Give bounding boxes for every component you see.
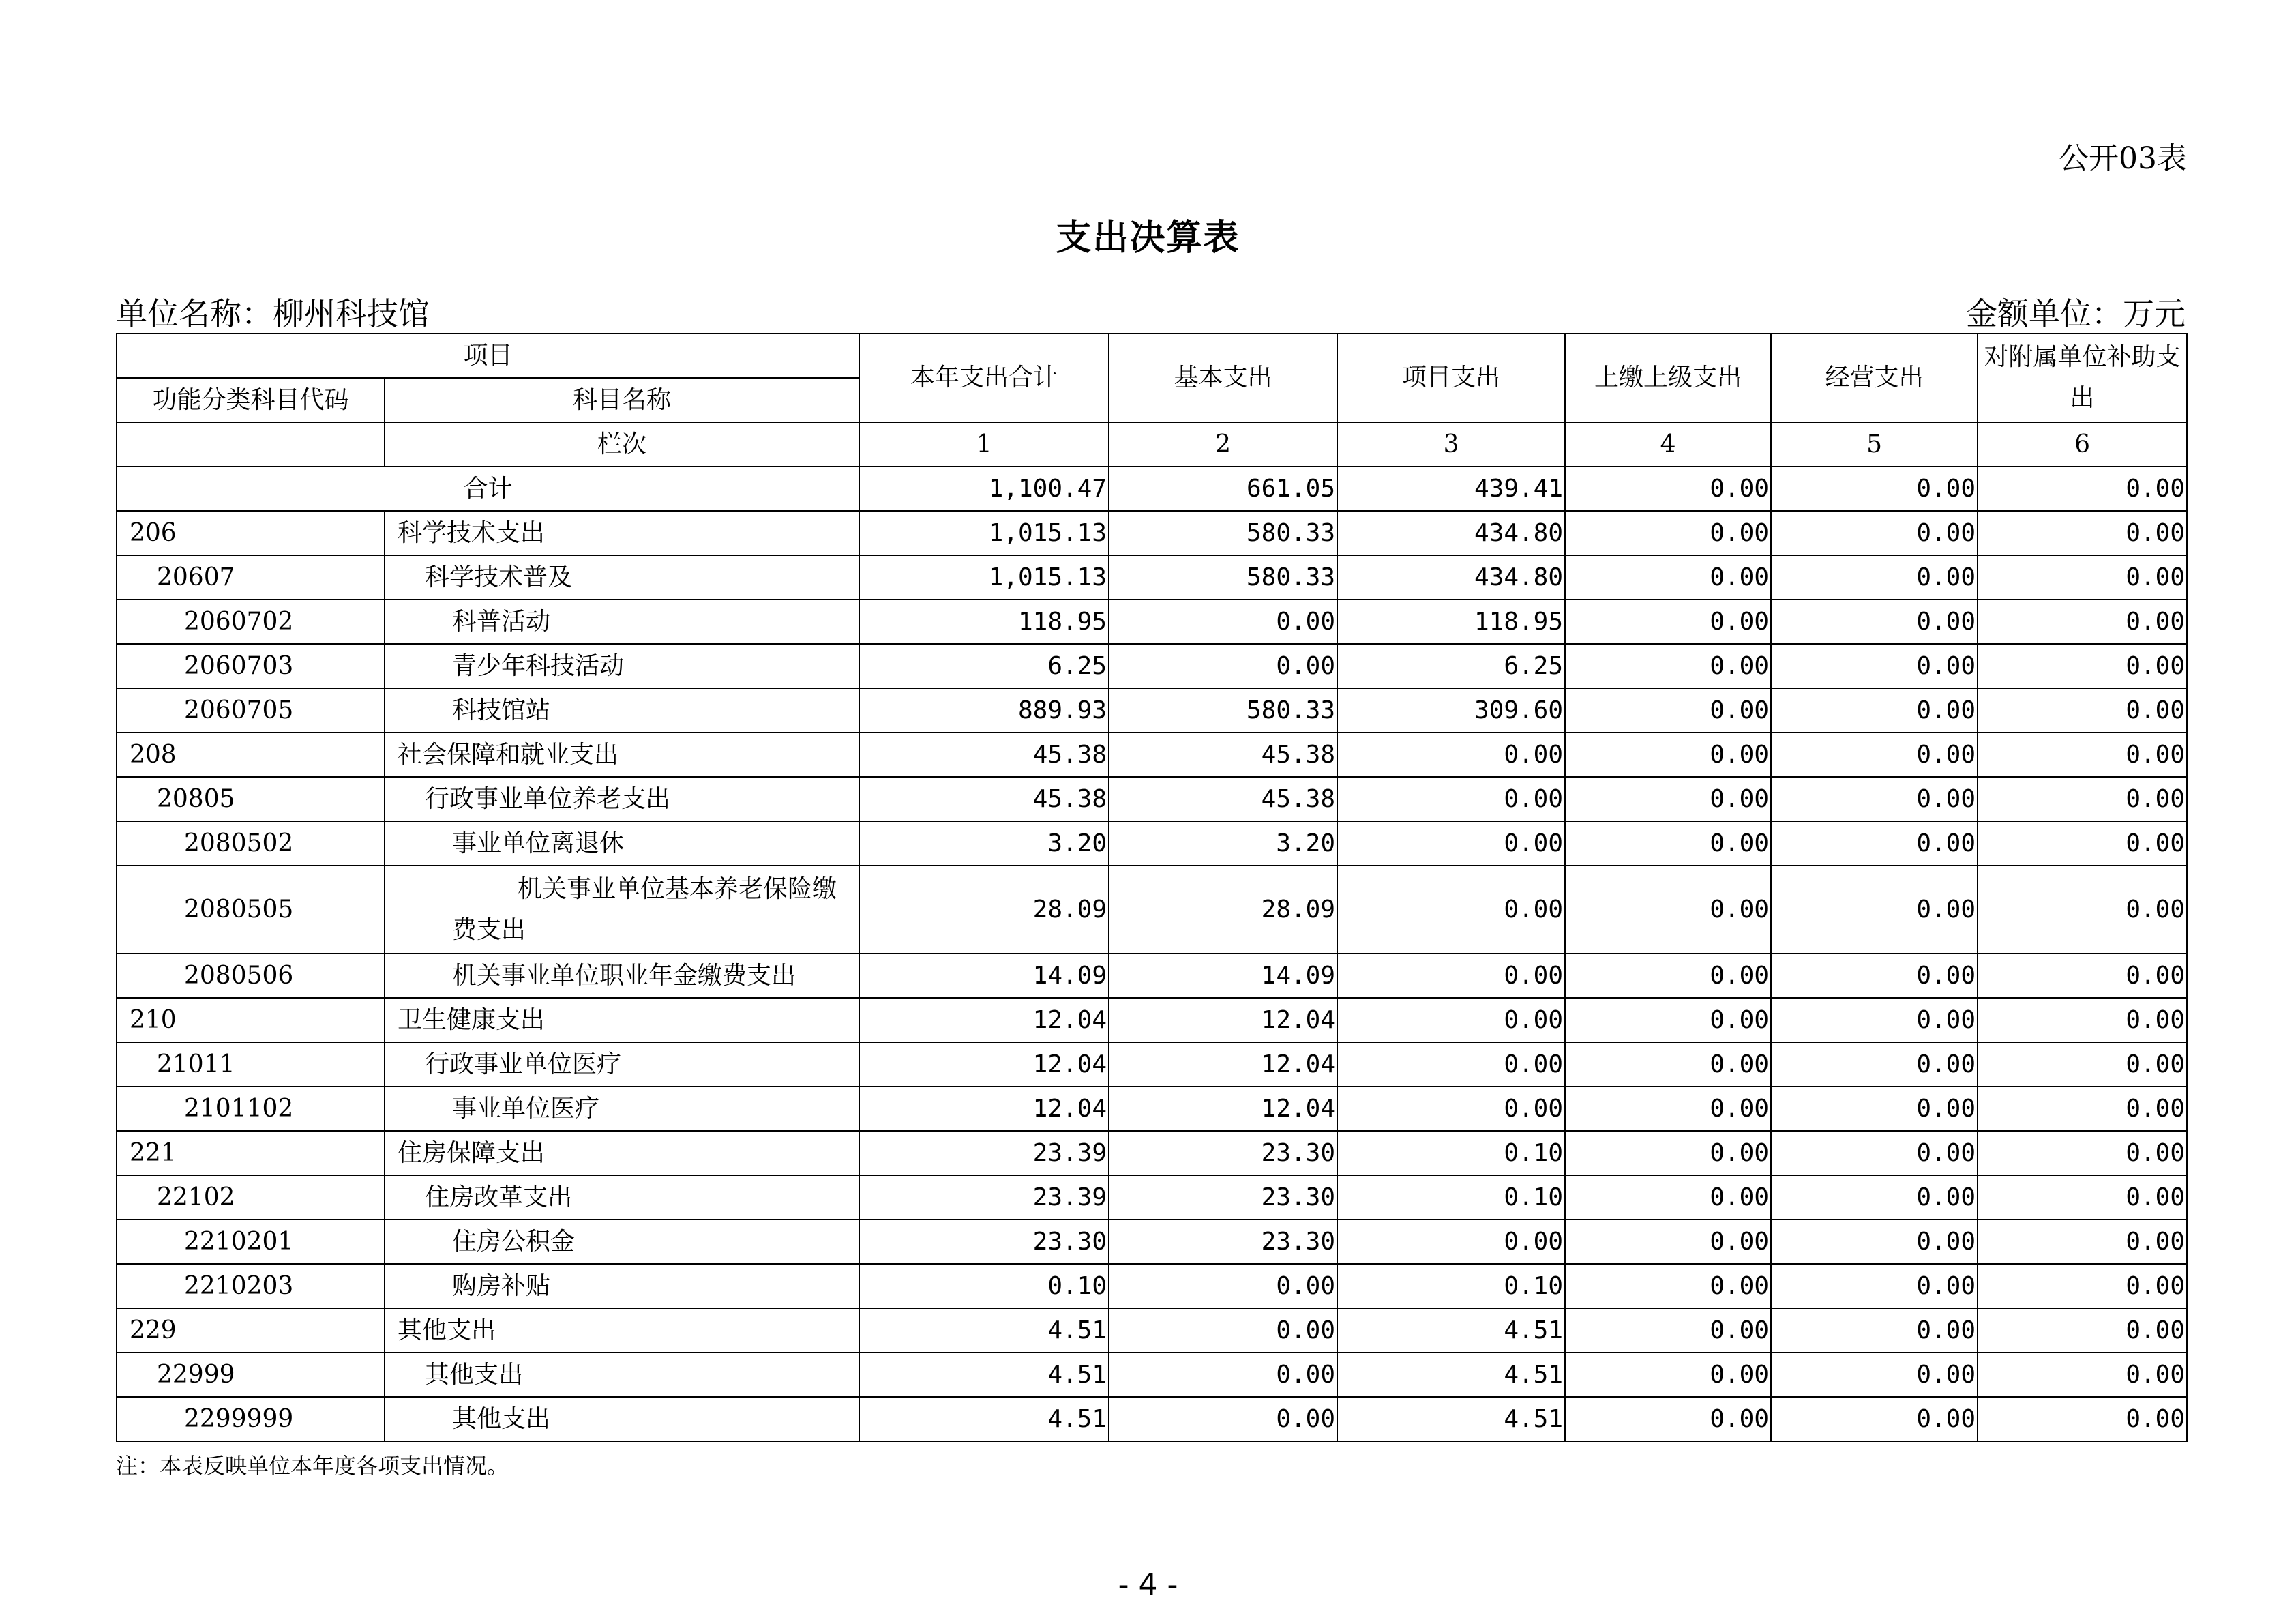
row-value: 0.00 <box>1337 1042 1565 1087</box>
table-row <box>117 998 2187 1042</box>
row-value: 0.10 <box>859 1264 1109 1308</box>
row-code: 20607 <box>117 555 385 600</box>
row-value: 0.00 <box>1771 777 1978 821</box>
lanci-1: 1 <box>859 422 1109 467</box>
row-code: 22102 <box>117 1175 385 1220</box>
table-row <box>117 733 2187 777</box>
row-value: 4.51 <box>1337 1353 1565 1397</box>
row-value: 118.95 <box>859 600 1109 644</box>
row-name: 科学技术支出 <box>385 511 859 555</box>
table-row <box>117 1175 2187 1220</box>
row-code: 2060703 <box>117 644 385 688</box>
row-value: 0.00 <box>1978 555 2187 600</box>
table-row <box>117 600 2187 644</box>
expenditure-table <box>116 333 2188 1442</box>
row-value: 0.00 <box>1109 1397 1337 1441</box>
row-value: 4.51 <box>1337 1397 1565 1441</box>
row-value: 14.09 <box>859 954 1109 998</box>
row-value: 580.33 <box>1109 688 1337 733</box>
row-name: 行政事业单位养老支出 <box>385 777 859 821</box>
row-name: 其他支出 <box>385 1397 859 1441</box>
row-name: 社会保障和就业支出 <box>385 733 859 777</box>
row-value: 23.30 <box>1109 1131 1337 1175</box>
total-value: 439.41 <box>1337 467 1565 511</box>
unit-name: 单位名称：柳州科技馆 <box>116 295 430 332</box>
header-upper: 上缴上级支出 <box>1565 334 1771 422</box>
row-value: 23.30 <box>1109 1175 1337 1220</box>
row-value: 4.51 <box>859 1353 1109 1397</box>
table-row <box>117 1264 2187 1308</box>
row-name: 行政事业单位医疗 <box>385 1042 859 1087</box>
row-value: 45.38 <box>1109 733 1337 777</box>
row-name: 其他支出 <box>385 1353 859 1397</box>
row-value: 0.00 <box>1978 998 2187 1042</box>
row-value: 23.30 <box>1109 1220 1337 1264</box>
table-row <box>117 777 2187 821</box>
page-title: 支出决算表 <box>1056 217 1240 259</box>
row-value: 0.00 <box>1565 600 1771 644</box>
form-number: 公开03表 <box>2059 141 2187 176</box>
lanci-6: 6 <box>1978 422 2187 467</box>
total-label: 合计 <box>117 467 859 511</box>
row-value: 23.39 <box>859 1131 1109 1175</box>
table-row <box>117 688 2187 733</box>
table-row <box>117 1220 2187 1264</box>
row-value: 0.00 <box>1978 1308 2187 1353</box>
row-name: 住房保障支出 <box>385 1131 859 1175</box>
row-value: 0.00 <box>1565 1264 1771 1308</box>
row-value: 0.00 <box>1565 821 1771 866</box>
row-value: 0.00 <box>1771 1264 1978 1308</box>
row-value: 434.80 <box>1337 511 1565 555</box>
lanci-4: 4 <box>1565 422 1771 467</box>
row-value: 3.20 <box>1109 821 1337 866</box>
row-value: 0.00 <box>1771 998 1978 1042</box>
row-value: 0.00 <box>1771 688 1978 733</box>
row-code: 206 <box>117 511 385 555</box>
row-value: 0.00 <box>1978 1353 2187 1397</box>
row-value: 14.09 <box>1109 954 1337 998</box>
row-code: 2060702 <box>117 600 385 644</box>
header-name: 科目名称 <box>385 378 859 422</box>
amount-unit: 金额单位：万元 <box>1966 295 2186 332</box>
table-row <box>117 555 2187 600</box>
row-value: 0.00 <box>1565 1353 1771 1397</box>
row-value: 0.00 <box>1771 1308 1978 1353</box>
row-value: 0.00 <box>1771 555 1978 600</box>
row-value: 12.04 <box>1109 1087 1337 1131</box>
row-value: 4.51 <box>859 1397 1109 1441</box>
header-basic: 基本支出 <box>1109 334 1337 422</box>
row-value: 12.04 <box>859 998 1109 1042</box>
table-row <box>117 954 2187 998</box>
row-value: 0.00 <box>1978 1220 2187 1264</box>
row-value: 45.38 <box>859 733 1109 777</box>
row-value: 12.04 <box>859 1087 1109 1131</box>
row-value: 45.38 <box>1109 777 1337 821</box>
row-value: 0.00 <box>1337 954 1565 998</box>
row-value: 0.10 <box>1337 1264 1565 1308</box>
row-value: 580.33 <box>1109 555 1337 600</box>
row-code: 2210201 <box>117 1220 385 1264</box>
row-value: 0.00 <box>1978 511 2187 555</box>
row-value: 0.00 <box>1109 1308 1337 1353</box>
row-value: 6.25 <box>1337 644 1565 688</box>
row-value: 0.00 <box>1771 1353 1978 1397</box>
row-name: 住房改革支出 <box>385 1175 859 1220</box>
row-value: 0.00 <box>1771 511 1978 555</box>
table-row <box>117 821 2187 866</box>
row-code: 2080505 <box>117 866 385 954</box>
row-code: 2299999 <box>117 1397 385 1441</box>
row-value: 0.00 <box>1565 866 1771 954</box>
row-value: 0.00 <box>1771 644 1978 688</box>
row-code: 208 <box>117 733 385 777</box>
row-value: 0.00 <box>1565 1397 1771 1441</box>
row-value: 434.80 <box>1337 555 1565 600</box>
page-number: - 4 - <box>1118 1567 1178 1602</box>
row-name: 购房补贴 <box>385 1264 859 1308</box>
row-code: 21011 <box>117 1042 385 1087</box>
row-value: 0.00 <box>1565 1131 1771 1175</box>
table-row <box>117 1353 2187 1397</box>
header-business: 经营支出 <box>1771 334 1978 422</box>
row-value: 0.00 <box>1109 1353 1337 1397</box>
row-value: 3.20 <box>859 821 1109 866</box>
lanci-empty <box>117 422 385 467</box>
row-name: 机关事业单位职业年金缴费支出 <box>385 954 859 998</box>
row-name: 事业单位医疗 <box>385 1087 859 1131</box>
total-value: 0.00 <box>1565 467 1771 511</box>
table-row <box>117 644 2187 688</box>
row-value: 1,015.13 <box>859 511 1109 555</box>
row-value: 0.00 <box>1771 1042 1978 1087</box>
lanci-5: 5 <box>1771 422 1978 467</box>
row-value: 28.09 <box>859 866 1109 954</box>
row-value: 0.00 <box>1978 644 2187 688</box>
total-value: 0.00 <box>1978 467 2187 511</box>
row-value: 0.00 <box>1565 1175 1771 1220</box>
row-value: 0.00 <box>1978 688 2187 733</box>
row-value: 0.00 <box>1978 1042 2187 1087</box>
row-value: 0.00 <box>1109 1264 1337 1308</box>
table-row <box>117 1042 2187 1087</box>
row-value: 0.00 <box>1978 733 2187 777</box>
row-name: 青少年科技活动 <box>385 644 859 688</box>
row-value: 0.00 <box>1978 1087 2187 1131</box>
row-code: 221 <box>117 1131 385 1175</box>
total-value: 1,100.47 <box>859 467 1109 511</box>
row-name: 科学技术普及 <box>385 555 859 600</box>
header-subsidy: 对附属单位补助支出 <box>1978 334 2187 422</box>
table-row <box>117 511 2187 555</box>
row-name: 其他支出 <box>385 1308 859 1353</box>
row-value: 0.00 <box>1565 998 1771 1042</box>
unit-info-row <box>116 289 2186 334</box>
row-value: 12.04 <box>859 1042 1109 1087</box>
row-value: 1,015.13 <box>859 555 1109 600</box>
row-value: 0.00 <box>1337 998 1565 1042</box>
row-value: 6.25 <box>859 644 1109 688</box>
row-value: 118.95 <box>1337 600 1565 644</box>
row-value: 28.09 <box>1109 866 1337 954</box>
row-code: 20805 <box>117 777 385 821</box>
table-row <box>117 1131 2187 1175</box>
row-value: 0.00 <box>1565 1308 1771 1353</box>
row-name: 事业单位离退休 <box>385 821 859 866</box>
row-value: 0.00 <box>1565 1220 1771 1264</box>
header-total: 本年支出合计 <box>859 334 1109 422</box>
lanci-3: 3 <box>1337 422 1565 467</box>
row-value: 4.51 <box>1337 1308 1565 1353</box>
row-name: 科技馆站 <box>385 688 859 733</box>
row-value: 0.00 <box>1978 600 2187 644</box>
row-value: 0.00 <box>1109 644 1337 688</box>
row-value: 23.30 <box>859 1220 1109 1264</box>
row-value: 0.00 <box>1565 733 1771 777</box>
row-value: 0.00 <box>1771 1220 1978 1264</box>
row-value: 0.00 <box>1337 1220 1565 1264</box>
lanci-2: 2 <box>1109 422 1337 467</box>
row-name: 科普活动 <box>385 600 859 644</box>
header-row-1 <box>117 334 2187 378</box>
row-value: 0.00 <box>1565 777 1771 821</box>
row-code: 2060705 <box>117 688 385 733</box>
row-code: 2080502 <box>117 821 385 866</box>
header-project-exp: 项目支出 <box>1337 334 1565 422</box>
row-value: 0.00 <box>1565 511 1771 555</box>
row-value: 0.00 <box>1337 777 1565 821</box>
row-value: 23.39 <box>859 1175 1109 1220</box>
row-code: 2080506 <box>117 954 385 998</box>
row-value: 0.00 <box>1978 821 2187 866</box>
row-value: 0.00 <box>1565 644 1771 688</box>
table-row <box>117 1397 2187 1441</box>
row-value: 889.93 <box>859 688 1109 733</box>
table-row <box>117 866 2187 954</box>
table-row <box>117 1087 2187 1131</box>
row-value: 0.10 <box>1337 1131 1565 1175</box>
row-value: 580.33 <box>1109 511 1337 555</box>
row-value: 0.00 <box>1337 733 1565 777</box>
row-value: 0.00 <box>1978 954 2187 998</box>
row-value: 0.00 <box>1978 866 2187 954</box>
row-value: 0.00 <box>1771 733 1978 777</box>
row-name: 卫生健康支出 <box>385 998 859 1042</box>
row-value: 0.00 <box>1771 1087 1978 1131</box>
row-code: 22999 <box>117 1353 385 1397</box>
row-code: 210 <box>117 998 385 1042</box>
row-value: 12.04 <box>1109 1042 1337 1087</box>
table-note: 注：本表反映单位本年度各项支出情况。 <box>116 1453 509 1479</box>
row-value: 0.00 <box>1565 555 1771 600</box>
row-value: 0.00 <box>1565 1087 1771 1131</box>
header-project: 项目 <box>117 334 859 378</box>
row-value: 0.00 <box>1771 1397 1978 1441</box>
row-code: 2210203 <box>117 1264 385 1308</box>
row-value: 4.51 <box>859 1308 1109 1353</box>
row-code: 229 <box>117 1308 385 1353</box>
row-value: 0.00 <box>1771 954 1978 998</box>
row-name: 机关事业单位基本养老保险缴费支出 <box>385 866 859 954</box>
row-value: 0.00 <box>1978 1131 2187 1175</box>
row-value: 0.00 <box>1565 1042 1771 1087</box>
total-row <box>117 467 2187 511</box>
row-value: 45.38 <box>859 777 1109 821</box>
row-name: 住房公积金 <box>385 1220 859 1264</box>
row-value: 0.00 <box>1109 600 1337 644</box>
row-value: 0.00 <box>1565 688 1771 733</box>
row-value: 0.00 <box>1978 1397 2187 1441</box>
row-code: 2101102 <box>117 1087 385 1131</box>
header-code: 功能分类科目代码 <box>117 378 385 422</box>
row-value: 0.00 <box>1565 954 1771 998</box>
row-value: 0.00 <box>1337 866 1565 954</box>
row-value: 12.04 <box>1109 998 1337 1042</box>
row-value: 0.00 <box>1337 1087 1565 1131</box>
row-value: 0.00 <box>1771 1131 1978 1175</box>
row-value: 0.00 <box>1978 1264 2187 1308</box>
lanci-row <box>117 422 2187 467</box>
row-value: 0.00 <box>1771 866 1978 954</box>
table-row <box>117 1308 2187 1353</box>
lanci-label: 栏次 <box>385 422 859 467</box>
row-value: 0.00 <box>1978 777 2187 821</box>
row-value: 0.00 <box>1771 600 1978 644</box>
row-value: 0.00 <box>1978 1175 2187 1220</box>
row-value: 0.10 <box>1337 1175 1565 1220</box>
total-value: 0.00 <box>1771 467 1978 511</box>
row-value: 0.00 <box>1771 821 1978 866</box>
total-value: 661.05 <box>1109 467 1337 511</box>
row-value: 0.00 <box>1771 1175 1978 1220</box>
row-value: 309.60 <box>1337 688 1565 733</box>
row-value: 0.00 <box>1337 821 1565 866</box>
